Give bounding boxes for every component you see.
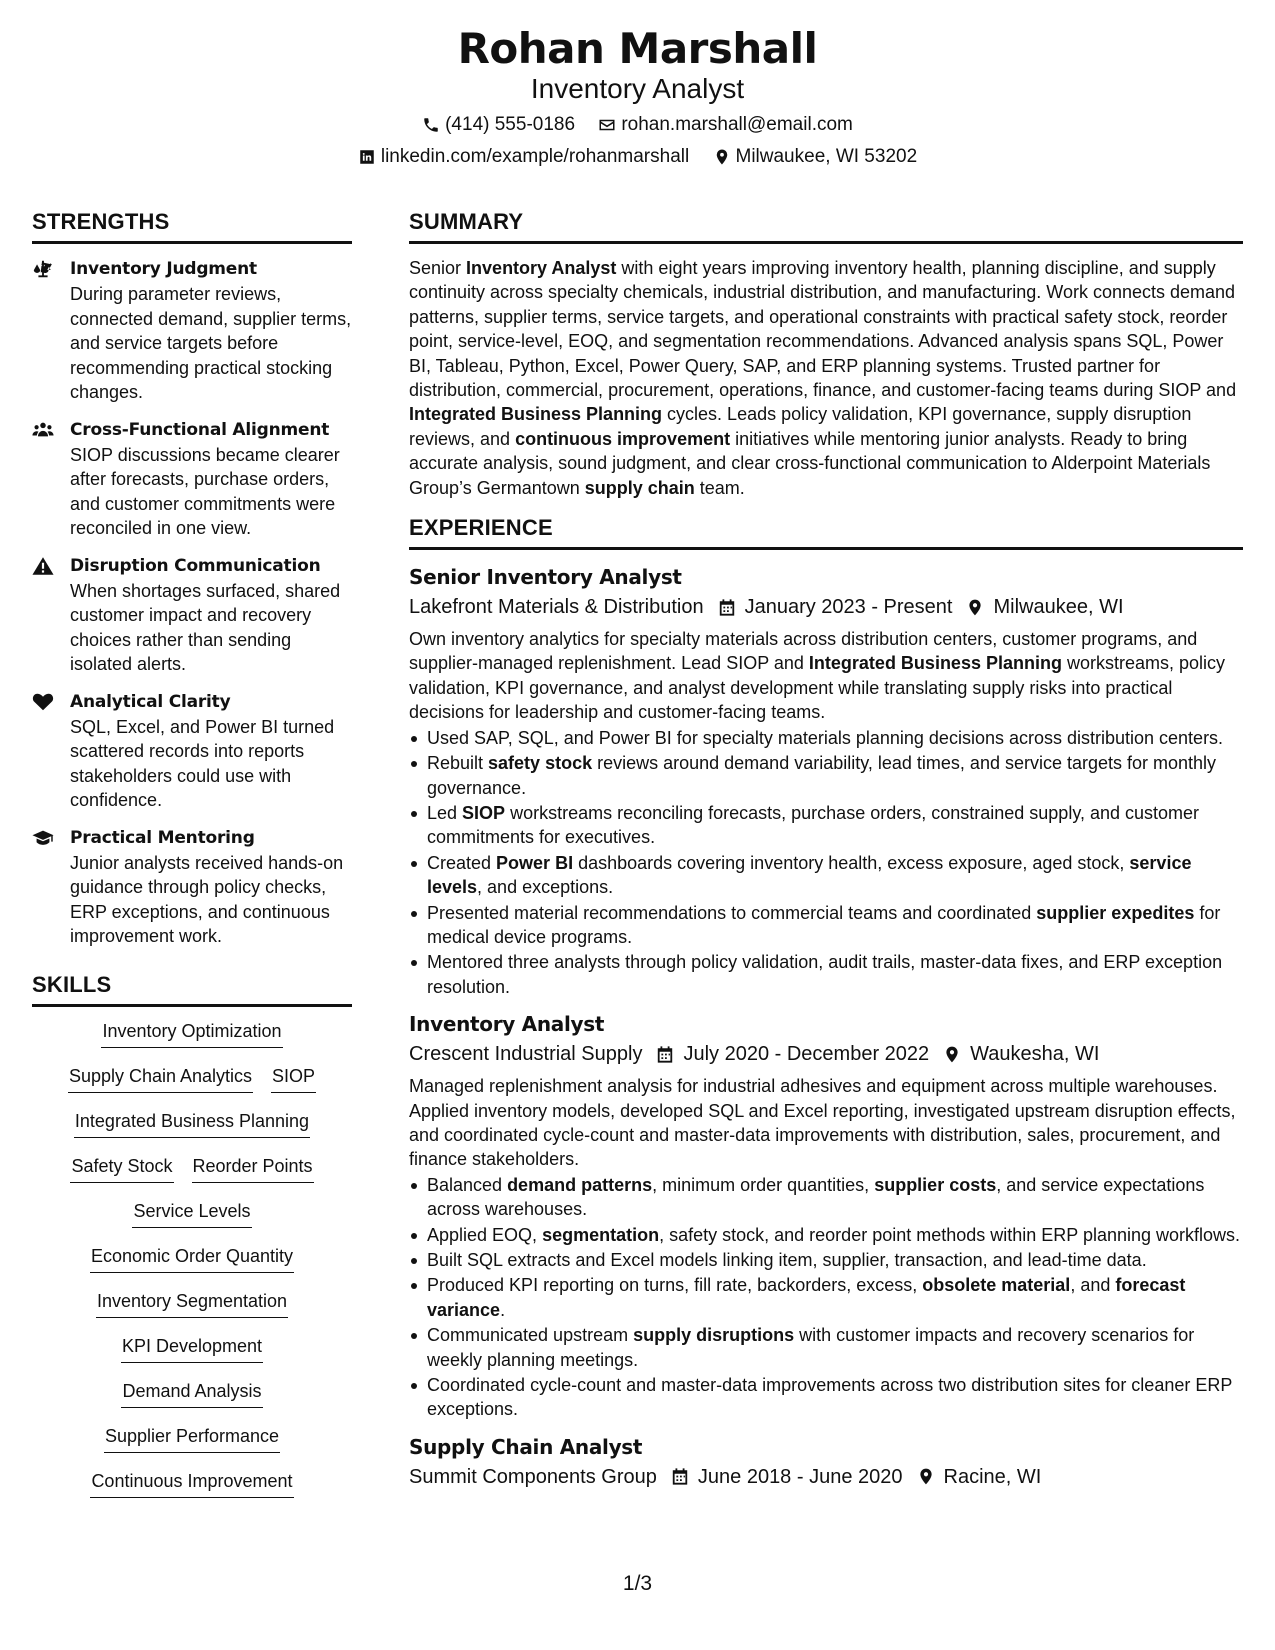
skill-row xyxy=(32,1379,352,1424)
phone-icon xyxy=(422,116,440,134)
skill-row xyxy=(32,1424,352,1469)
job-entry xyxy=(409,562,1243,999)
job-dates: July 2020 - December 2022 xyxy=(656,1039,929,1069)
skill-tag: Integrated Business Planning xyxy=(74,1109,310,1138)
calendar-icon xyxy=(671,1467,689,1486)
job-location: Waukesha, WI xyxy=(943,1039,1099,1069)
warning-icon xyxy=(32,556,56,576)
contact-linkedin[interactable] xyxy=(358,144,689,170)
skill-tag: Economic Order Quantity xyxy=(90,1244,294,1273)
linkedin-icon xyxy=(358,148,376,166)
candidate-name: Rohan Marshall xyxy=(457,24,818,73)
strength-title: Disruption Communication xyxy=(70,555,321,576)
map-pin-icon xyxy=(713,148,731,166)
strength-description: Junior analysts received hands-on guidance through policy checks, ERP exceptions, and continuous improvement work. xyxy=(70,852,344,946)
map-pin-icon xyxy=(966,598,984,617)
job-title: Senior Inventory Analyst xyxy=(409,565,682,590)
skill-tag: SIOP xyxy=(271,1064,316,1093)
strength-description: SQL, Excel, and Power BI turned scattered records into reports stakeholders could use with confidence. xyxy=(70,716,335,810)
list-item: Produced KPI reporting on turns, fill rate, backorders, excess, obsolete material, and forecast variance. xyxy=(409,1273,1243,1322)
skills-list xyxy=(32,1019,352,1514)
job-company: Crescent Industrial Supply xyxy=(409,1043,643,1066)
job-title: Supply Chain Analyst xyxy=(409,1434,643,1459)
job-dates: June 2018 - June 2020 xyxy=(671,1462,903,1492)
list-item: Built SQL extracts and Excel models linking item, supplier, transaction, and lead-time data. xyxy=(409,1248,1243,1272)
experience-list xyxy=(409,562,1243,1492)
experience-heading: EXPERIENCE xyxy=(409,514,1243,550)
list-item: Applied EOQ, segmentation, safety stock, and reorder point methods within ERP planning workflows. xyxy=(409,1223,1243,1247)
strength-item xyxy=(32,417,352,541)
job-bullets xyxy=(409,726,1243,999)
skill-row xyxy=(32,1154,352,1199)
strength-item xyxy=(32,825,352,949)
map-pin-icon xyxy=(943,1045,961,1064)
strength-item xyxy=(32,689,352,813)
strength-title: Analytical Clarity xyxy=(70,691,231,712)
strengths-list xyxy=(32,256,352,949)
skill-row xyxy=(32,1109,352,1154)
job-description: Own inventory analytics for specialty materials across distribution centers, customer programs, and supplier-managed replenishment. Lead SIOP and Integrated Business Planning workstreams, policy validation, KPI governance, and analyst development while translating supply risks into practical decisions for leadership and customer-facing teams. xyxy=(409,629,1226,723)
candidate-title: Inventory Analyst xyxy=(530,73,745,104)
right-column xyxy=(409,208,1243,1502)
job-entry xyxy=(409,1009,1243,1422)
page-number: 1/3 xyxy=(622,1572,653,1595)
job-company: Lakefront Materials & Distribution xyxy=(409,596,704,619)
strengths-heading: STRENGTHS xyxy=(32,208,352,244)
contact-location xyxy=(713,144,918,170)
strength-description: When shortages surfaced, shared customer impact and recovery choices rather than sending isolated alerts. xyxy=(70,580,341,674)
job-title: Inventory Analyst xyxy=(409,1012,605,1037)
skill-tag: Supplier Performance xyxy=(104,1424,280,1453)
contact-phone xyxy=(422,112,575,138)
job-location: Racine, WI xyxy=(917,1462,1042,1492)
strength-title: Practical Mentoring xyxy=(70,827,255,848)
list-item: Rebuilt safety stock reviews around demand variability, lead times, and service targets for monthly governance. xyxy=(409,751,1243,800)
job-company: Summit Components Group xyxy=(409,1465,657,1488)
contact-row-2 xyxy=(0,144,1275,174)
job-meta xyxy=(409,592,1243,622)
location-text: Milwaukee, WI 53202 xyxy=(735,146,918,167)
strength-title: Inventory Judgment xyxy=(70,259,257,279)
skill-tag: Reorder Points xyxy=(192,1154,314,1183)
scale-icon xyxy=(32,259,56,279)
skill-row xyxy=(32,1244,352,1289)
contact-row-1 xyxy=(0,112,1275,142)
users-icon xyxy=(32,420,56,440)
job-meta xyxy=(409,1462,1243,1492)
strength-title: Cross-Functional Alignment xyxy=(70,419,330,440)
skill-tag: Continuous Improvement xyxy=(90,1469,293,1498)
job-meta xyxy=(409,1039,1243,1069)
skill-tag: Inventory Optimization xyxy=(101,1019,282,1048)
skill-row xyxy=(32,1199,352,1244)
linkedin-text: linkedin.com/example/rohanmarshall xyxy=(380,146,690,167)
heart-icon xyxy=(32,692,56,712)
job-location: Milwaukee, WI xyxy=(966,592,1123,622)
graduation-cap-icon xyxy=(32,828,56,848)
envelope-icon xyxy=(598,116,616,134)
email-text: rohan.marshall@email.com xyxy=(621,114,853,135)
skill-tag: Inventory Segmentation xyxy=(96,1289,288,1318)
skill-tag: KPI Development xyxy=(121,1334,263,1363)
list-item: Created Power BI dashboards covering inventory health, excess exposure, aged stock, service levels, and exceptions. xyxy=(409,851,1243,900)
calendar-icon xyxy=(656,1045,674,1064)
skill-row xyxy=(32,1469,352,1514)
strength-item xyxy=(32,256,352,405)
left-column xyxy=(32,208,352,1514)
phone-text: (414) 555-0186 xyxy=(445,114,576,135)
list-item: Mentored three analysts through policy validation, audit trails, master-data fixes, and ERP exception resolution. xyxy=(409,950,1243,999)
list-item: Coordinated cycle-count and master-data improvements across two distribution sites for cleaner ERP exceptions. xyxy=(409,1373,1243,1422)
job-dates: January 2023 - Present xyxy=(718,592,953,622)
skill-row xyxy=(32,1334,352,1379)
list-item: Communicated upstream supply disruptions with customer impacts and recovery scenarios for weekly planning meetings. xyxy=(409,1323,1243,1372)
list-item: Presented material recommendations to commercial teams and coordinated supplier expedites for medical device programs. xyxy=(409,901,1243,950)
job-bullets xyxy=(409,1173,1243,1422)
skill-tag: Supply Chain Analytics xyxy=(68,1064,253,1093)
summary-text: Senior Inventory Analyst with eight years improving inventory health, planning discipline, and supply continuity across specialty chemicals, industrial distribution, and manufacturing. Work connects demand patterns, supplier terms, service targets, and operational constraints with practical safety stock, reorder point, service-level, EOQ, and segmentation recommendations. Advanced analysis spans SQL, Power BI, Tableau, Python, Excel, Power Query, SAP, and ERP planning systems. Trusted partner for distribution, commercial, procurement, operations, finance, and customer-facing teams during SIOP and Integrated Business Planning cycles. Leads policy validation, KPI governance, supply disruption reviews, and continuous improvement initiatives while mentoring junior analysts. Ready to bring accurate analysis, sound judgment, and clear cross-functional communication to Alderpoint Materials Group’s Germantown supply chain team. xyxy=(409,258,1237,498)
skill-tag: Demand Analysis xyxy=(121,1379,262,1408)
list-item: Balanced demand patterns, minimum order quantities, supplier costs, and service expectations across warehouses. xyxy=(409,1173,1243,1222)
skills-heading: SKILLS xyxy=(32,971,352,1007)
strength-description: SIOP discussions became clearer after forecasts, purchase orders, and customer commitments were reconciled in one view. xyxy=(70,444,340,538)
skill-row xyxy=(32,1064,352,1109)
skill-row xyxy=(32,1289,352,1334)
strength-item xyxy=(32,553,352,677)
skill-row xyxy=(32,1019,352,1064)
job-description: Managed replenishment analysis for industrial adhesives and equipment across multiple warehouses. Applied inventory models, developed SQL and Excel reporting, investigated upstream disruption effects, and coordinated cycle-count and master-data improvements with distribution, sales, procurement, and finance stakeholders. xyxy=(409,1076,1236,1170)
skill-tag: Service Levels xyxy=(132,1199,251,1228)
summary-heading: SUMMARY xyxy=(409,208,1243,244)
calendar-icon xyxy=(718,598,736,617)
job-entry xyxy=(409,1432,1243,1492)
list-item: Used SAP, SQL, and Power BI for specialty materials planning decisions across distribution centers. xyxy=(409,726,1243,750)
map-pin-icon xyxy=(917,1467,935,1486)
skill-tag: Safety Stock xyxy=(70,1154,173,1183)
strength-description: During parameter reviews, connected demand, supplier terms, and service targets before recommending practical stocking changes. xyxy=(70,284,352,402)
list-item: Led SIOP workstreams reconciling forecasts, purchase orders, constrained supply, and customer commitments for executives. xyxy=(409,801,1243,850)
contact-email[interactable] xyxy=(598,112,853,138)
